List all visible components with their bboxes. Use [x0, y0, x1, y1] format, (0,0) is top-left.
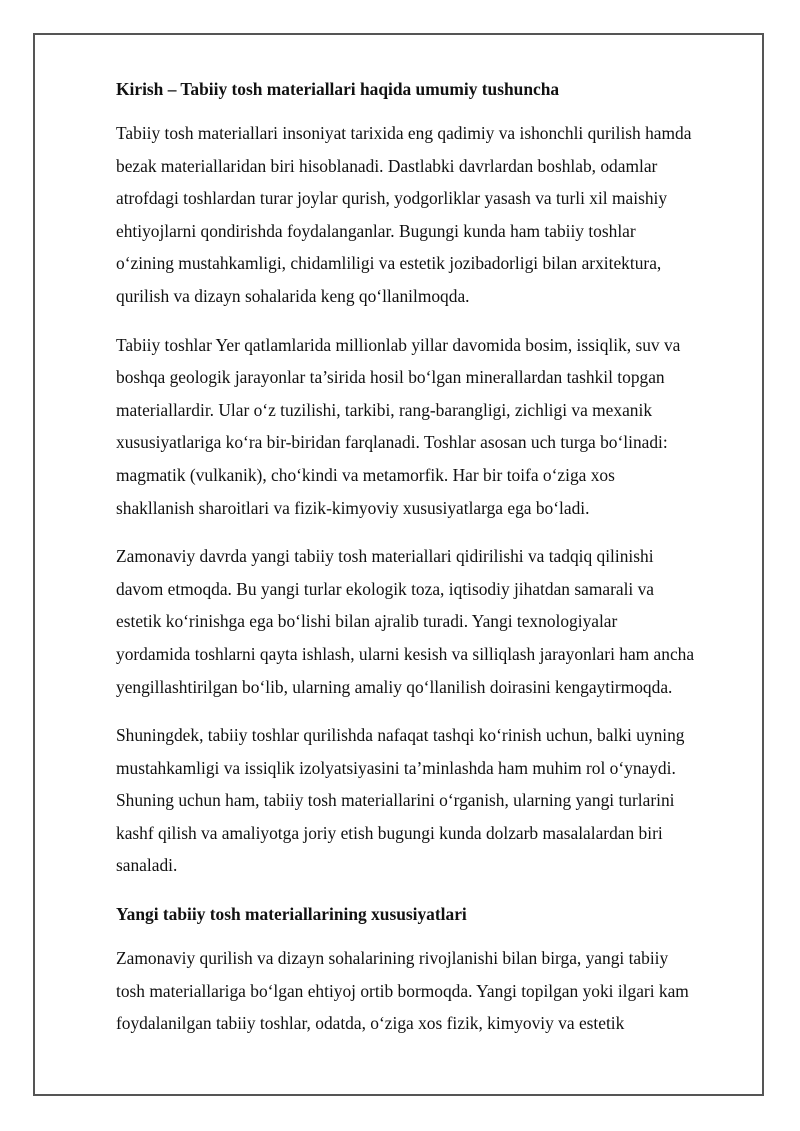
paragraph-line: bezak materiallaridan biri hisoblanadi. Dastlabki davrlardan boshlab, odamlar [116, 155, 658, 176]
paragraph-line: qurilish va dizayn sohalarida keng qo‘llanilmoqda. [116, 285, 470, 306]
paragraph-1 [116, 117, 744, 313]
paragraph-line: sanaladi. [116, 855, 178, 876]
paragraph-line: Zamonaviy qurilish va dizayn sohalarining rivojlanishi bilan birga, yangi tabiiy [116, 948, 669, 969]
paragraph-4 [116, 719, 744, 882]
paragraph-3 [116, 540, 744, 703]
paragraph-2 [116, 329, 744, 525]
paragraph-line: Tabiiy toshlar Yer qatlamlarida millionlab yillar davomida bosim, issiqlik, suv va [116, 334, 681, 355]
paragraph-line: atrofdagi toshlardan turar joylar qurish, yodgorliklar yasash va turli xil maishiy [116, 188, 668, 209]
section-heading-intro: Kirish – Tabiiy tosh materiallari haqida umumiy tushuncha [116, 79, 560, 99]
paragraph-line: Tabiiy tosh materiallari insoniyat tarixida eng qadimiy va ishonchli qurilish hamda [116, 123, 692, 143]
paragraph-line: o‘zining mustahkamligi, chidamliligi va estetik jozibadorligi bilan arxitektura, [116, 253, 662, 274]
section-heading-properties: Yangi tabiiy tosh materiallarining xususiyatlari [116, 904, 467, 925]
paragraph-line: ehtiyojlarni qondirishda foydalanganlar. Bugungi kunda ham tabiiy toshlar [116, 220, 636, 241]
paragraph-line: yengillashtirilgan bo‘lib, ularning amaliy qo‘llanilish doirasini kengaytirmoqda. [116, 676, 673, 697]
paragraph-line: materiallardir. Ular o‘z tuzilishi, tarkibi, rang-barangligi, zichligi va mexanik [116, 399, 653, 420]
paragraph-line: foydalanilgan tabiiy toshlar, odatda, o‘ziga xos fizik, kimyoviy va estetik [116, 1013, 625, 1034]
document-body [116, 73, 744, 1040]
paragraph-line: kashf qilish va amaliyotga joriy etish bugungi kunda dolzarb masalalardan biri [116, 822, 663, 843]
paragraph-line: mustahkamligi va issiqlik izolyatsiyasini ta’minlashda ham muhim rol o‘ynaydi. [116, 757, 676, 778]
paragraph-line: davom etmoqda. Bu yangi turlar ekologik toza, iqtisodiy jihatdan samarali va [116, 578, 655, 599]
paragraph-line: boshqa geologik jarayonlar ta’sirida hosil bo‘lgan minerallardan tashkil topgan [116, 367, 665, 388]
paragraph-line: tosh materiallariga bo‘lgan ehtiyoj ortib bormoqda. Yangi topilgan yoki ilgari kam [116, 980, 689, 1001]
paragraph-5 [116, 942, 744, 1040]
paragraph-line: Zamonaviy davrda yangi tabiiy tosh materiallari qidirilishi va tadqiq qilinishi [116, 546, 654, 567]
paragraph-line: magmatik (vulkanik), cho‘kindi va metamorfik. Har bir toifa o‘ziga xos [116, 464, 615, 485]
paragraph-line: Shuningdek, tabiiy toshlar qurilishda nafaqat tashqi ko‘rinish uchun, balki uyning [116, 725, 685, 746]
paragraph-line: estetik ko‘rinishga ega bo‘lishi bilan ajralib turadi. Yangi texnologiyalar [116, 611, 618, 632]
paragraph-line: yordamida toshlarni qayta ishlash, ularni kesish va silliqlash jarayonlari ham ancha [116, 643, 695, 664]
paragraph-line: shakllanish sharoitlari va fizik-kimyoviy xususiyatlarga ega bo‘ladi. [116, 497, 590, 518]
paragraph-line: xususiyatlariga ko‘ra bir-biridan farqlanadi. Toshlar asosan uch turga bo‘linadi: [116, 432, 668, 453]
paragraph-line: Shuning uchun ham, tabiiy tosh materiallarini o‘rganish, ularning yangi turlarini [116, 790, 675, 811]
